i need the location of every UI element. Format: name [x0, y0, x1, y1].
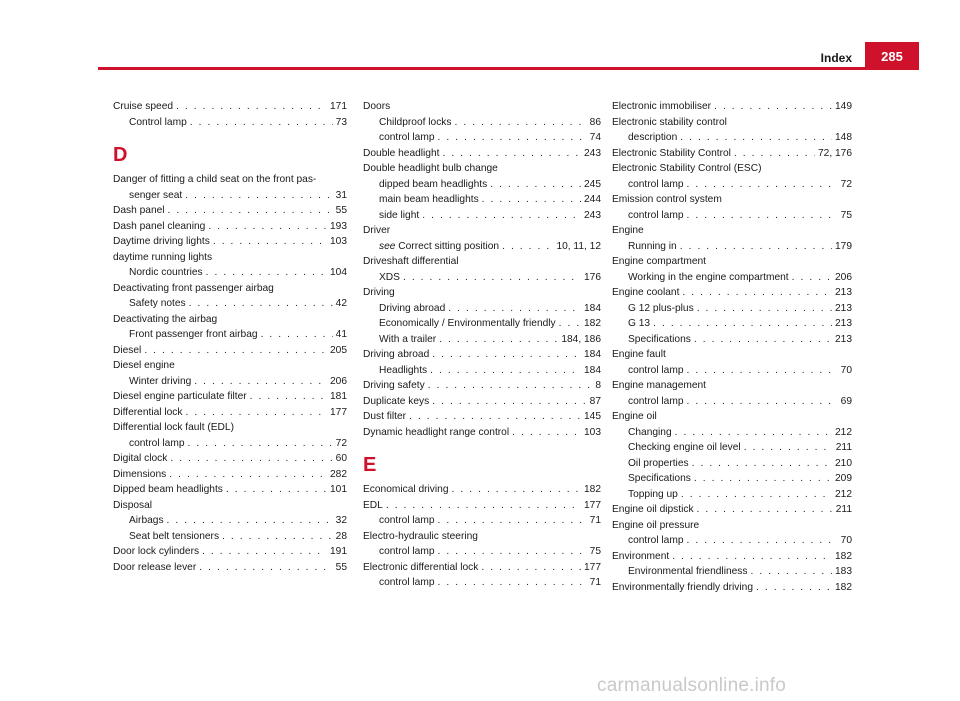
watermark: carmanualsonline.info — [597, 675, 787, 696]
index-entry: EDL . . . 177 — [363, 498, 601, 514]
index-entry: Engine — [612, 225, 644, 236]
index-subentry: control lamp . . . 70 — [612, 533, 852, 549]
index-column-1 — [113, 99, 347, 575]
index-entry: Economical driving . . . 182 — [363, 482, 601, 498]
index-entry: Driver — [363, 225, 391, 236]
index-subentry: control lamp . . . 72 — [612, 177, 852, 193]
index-subentry: Oil properties . . . 210 — [612, 456, 852, 472]
index-entry: Double headlight bulb change — [363, 163, 498, 174]
index-entry: Driving abroad . . . 184 — [363, 347, 601, 363]
header-rule — [98, 67, 919, 70]
index-subentry: control lamp . . . 75 — [363, 544, 601, 560]
index-subentry: control lamp . . . 74 — [363, 130, 601, 146]
index-subentry: Winter driving . . . 206 — [113, 374, 347, 390]
index-entry: Differential lock . . . 177 — [113, 405, 347, 421]
index-subentry: Airbags . . . 32 — [113, 513, 347, 529]
index-subentry: control lamp . . . 72 — [113, 436, 347, 452]
index-entry: Electronic Stability Control (ESC) — [612, 163, 762, 174]
index-subentry: Seat belt tensioners . . . 28 — [113, 529, 347, 545]
index-subentry: XDS . . . 176 — [363, 270, 601, 286]
index-entry: Doors — [363, 101, 391, 112]
index-entry: Duplicate keys . . . 87 — [363, 394, 601, 410]
index-subentry: G 12 plus-plus . . . 213 — [612, 301, 852, 317]
index-subentry: Environmental friendliness . . . 183 — [612, 564, 852, 580]
index-entry: Door lock cylinders . . . 191 — [113, 544, 347, 560]
index-entry: Electronic immobiliser . . . 149 — [612, 99, 852, 115]
page-number-badge: 285 — [865, 42, 919, 70]
index-entry: Electronic differential lock . . . 177 — [363, 560, 601, 576]
index-entry: Danger of fitting a child seat on the front pas- — [113, 174, 317, 185]
index-subentry: Driving abroad . . . 184 — [363, 301, 601, 317]
index-entry: daytime running lights — [113, 251, 213, 263]
index-column-3 — [612, 99, 852, 595]
index-entry: Door release lever . . . 55 — [113, 560, 347, 576]
index-entry: Cruise speed . . . 171 — [113, 99, 347, 115]
index-subentry: see Correct sitting position . . . 10, 11, 12 — [363, 239, 601, 255]
index-entry: Diesel . . . 205 — [113, 343, 347, 359]
index-subentry: Running in . . . 179 — [612, 239, 852, 255]
index-subentry: Childproof locks . . . 86 — [363, 115, 601, 131]
index-entry: Engine oil pressure — [612, 519, 700, 531]
index-subentry: control lamp . . . 71 — [363, 575, 601, 591]
index-subentry: Control lamp . . . 73 — [113, 115, 347, 131]
index-subentry: control lamp . . . 70 — [612, 363, 852, 379]
index-subentry: Specifications . . . 209 — [612, 471, 852, 487]
index-entry: Dash panel . . . 55 — [113, 203, 347, 219]
index-entry: Engine oil dipstick . . . 211 — [612, 502, 852, 518]
index-entry: Dust filter . . . 145 — [363, 409, 601, 425]
index-entry: Emission control system — [612, 194, 722, 205]
index-entry: Diesel engine particulate filter . . . 181 — [113, 389, 347, 405]
index-entry: Deactivating the airbag — [113, 313, 218, 325]
index-entry: Electronic stability control — [612, 116, 727, 128]
index-entry: Disposal — [113, 499, 153, 511]
index-entry: Engine fault — [612, 349, 666, 360]
index-subentry: Changing . . . 212 — [612, 425, 852, 441]
index-entry: Engine compartment — [612, 256, 707, 267]
index-entry: Deactivating front passenger airbag — [113, 282, 274, 294]
index-subentry: Checking engine oil level . . . 211 — [612, 440, 852, 456]
index-entry-continuation: senger seat . . . 31 — [113, 188, 347, 204]
letter-heading-e: E — [363, 454, 377, 476]
index-entry: Differential lock fault (EDL) — [113, 422, 234, 433]
index-entry: Dimensions . . . 282 — [113, 467, 347, 483]
index-entry: Double headlight . . . 243 — [363, 146, 601, 162]
index-subentry: Working in the engine compartment . . . 206 — [612, 270, 852, 286]
index-entry: Dynamic headlight range control . . . 103 — [363, 425, 601, 441]
see-reference: see — [379, 240, 396, 252]
index-subentry: Front passenger front airbag . . . 41 — [113, 327, 347, 343]
index-entry: Driving safety . . . 8 — [363, 378, 601, 394]
index-entry: Electronic Stability Control . . . 72, 176 — [612, 146, 852, 162]
index-entry: Environment . . . 182 — [612, 549, 852, 565]
index-entry: Engine management — [612, 380, 707, 391]
index-column-2 — [363, 99, 601, 591]
letter-heading-d: D — [113, 144, 128, 166]
index-subentry: description . . . 148 — [612, 130, 852, 146]
index-entry: Diesel engine — [113, 360, 175, 371]
index-entry: Environmentally friendly driving . . . 182 — [612, 580, 852, 596]
index-subentry: Nordic countries . . . 104 — [113, 265, 347, 281]
index-subentry: control lamp . . . 69 — [612, 394, 852, 410]
index-entry: Electro-hydraulic steering — [363, 530, 478, 542]
index-subentry: main beam headlights . . . 244 — [363, 192, 601, 208]
index-subentry: control lamp . . . 71 — [363, 513, 601, 529]
index-entry: Digital clock . . . 60 — [113, 451, 347, 467]
index-subentry: Topping up . . . 212 — [612, 487, 852, 503]
index-subentry: G 13 . . . 213 — [612, 316, 852, 332]
index-entry: Daytime driving lights . . . 103 — [113, 234, 347, 250]
index-subentry: With a trailer . . . 184, 186 — [363, 332, 601, 348]
index-subentry: Safety notes . . . 42 — [113, 296, 347, 312]
index-entry: Engine oil — [612, 411, 657, 422]
index-subentry-text: Correct sitting position — [398, 240, 500, 252]
index-entry: Driveshaft differential — [363, 256, 459, 267]
index-subentry: dipped beam headlights . . . 245 — [363, 177, 601, 193]
index-subentry: Economically / Environmentally friendly . . . 182 — [363, 316, 601, 332]
index-entry: Engine coolant . . . 213 — [612, 285, 852, 301]
index-entry: Dash panel cleaning . . . 193 — [113, 219, 347, 235]
index-entry: Driving — [363, 287, 395, 298]
index-subentry: control lamp . . . 75 — [612, 208, 852, 224]
index-subentry: Specifications . . . 213 — [612, 332, 852, 348]
index-subentry: Headlights . . . 184 — [363, 363, 601, 379]
index-subentry: side light . . . 243 — [363, 208, 601, 224]
index-entry: Dipped beam headlights . . . 101 — [113, 482, 347, 498]
section-title: Index — [820, 51, 852, 65]
